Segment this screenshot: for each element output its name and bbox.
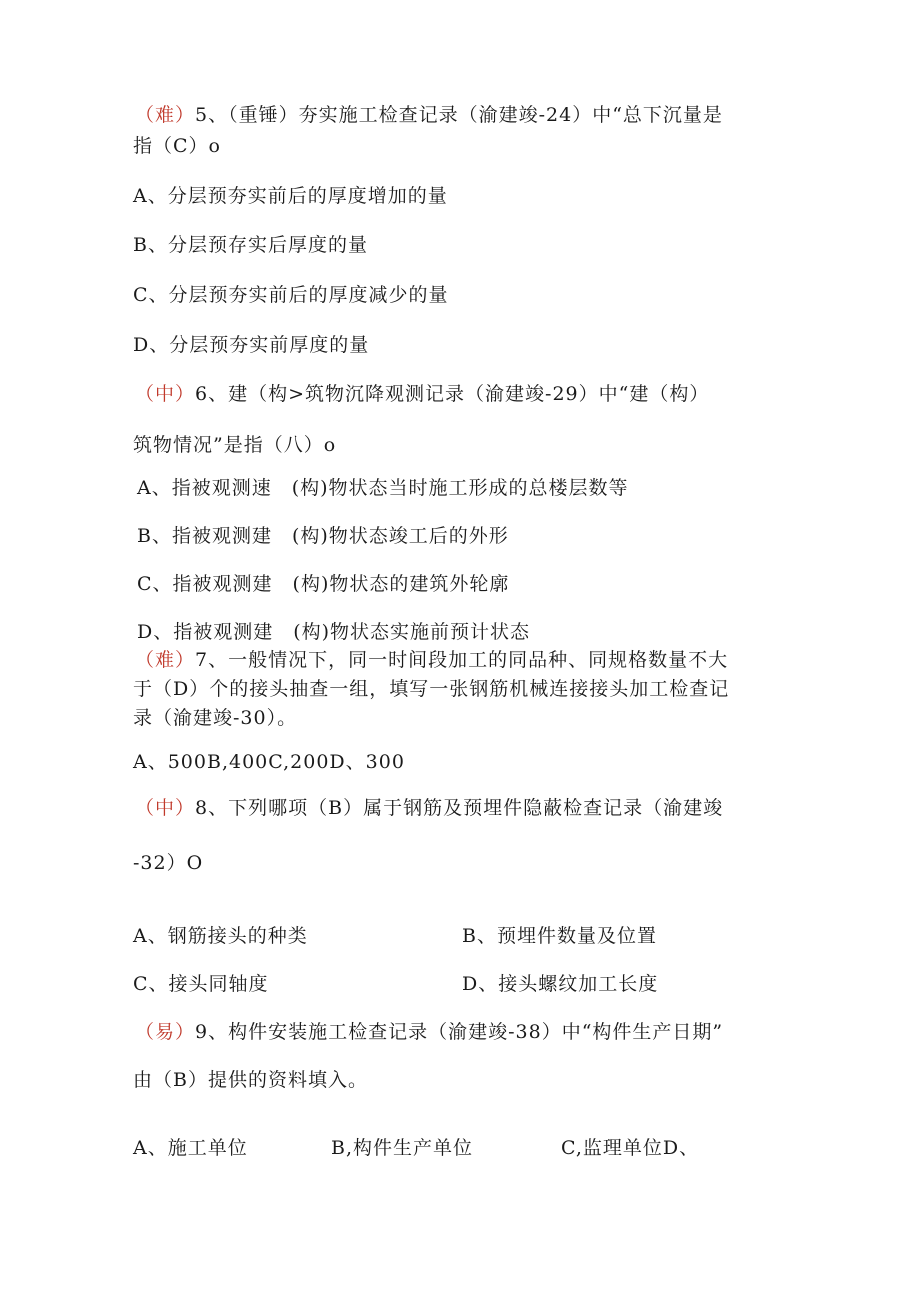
question-8-option-d: D、接头螺纹加工长度 [462,973,659,995]
question-9-option-b: B,构件生产单位 [331,1137,474,1159]
question-5-option-a: A、分层预夯实前后的厚度增加的量 [133,185,448,207]
difficulty-label: （中） [135,797,196,819]
difficulty-label: （易） [135,1021,196,1043]
question-6-stem-line-1: （中）6、建（构>筑物沉降观测记录（渝建竣-29）中“建（构） [135,383,710,405]
question-5-option-b: B、分层预存实后厚度的量 [133,234,368,256]
question-6-option-a: A、指被观测速 (构)物状态当时施工形成的总楼层数等 [137,477,629,499]
question-8-stem-line-2: -32）O [133,852,204,874]
question-7-stem-line-2: 于（D）个的接头抽查一组，填写一张钢筋机械连接接头加工检查记 [133,678,730,700]
question-9-option-a: A、施工单位 [133,1137,248,1159]
question-8-option-a: A、钢筋接头的种类 [133,925,308,947]
question-5-option-c: C、分层预夯实前后的厚度减少的量 [133,284,449,306]
difficulty-label: （中） [135,383,196,405]
question-9-stem-line-1: （易）9、构件安装施工检查记录（渝建竣-38）中“构件生产日期” [135,1021,724,1043]
question-6-option-c: C、指被观测建 (构)物状态的建筑外轮廓 [137,573,510,595]
difficulty-label: （难） [135,104,196,126]
question-6-option-d: D、指被观测建 (构)物状态实施前预计状态 [137,621,531,643]
question-5-option-d: D、分层预夯实前厚度的量 [133,334,370,356]
question-8-option-b: B、预埋件数量及位置 [462,925,657,947]
question-9-stem-line-2: 由（B）提供的资料填入。 [133,1069,368,1091]
question-8-option-c: C、接头同轴度 [133,973,269,995]
question-8-stem-line-1: （中）8、下列哪项（B）属于钢筋及预埋件隐蔽检查记录（渝建竣 [135,797,724,819]
question-9-option-c: C,监理单位D、 [561,1137,700,1159]
question-6-stem-line-2: 筑物情况”是指（八）o [133,434,337,456]
question-5-stem-line-1: （难）5、（重锤）夯实施工检查记录（渝建竣-24）中“总下沉量是 [135,104,723,126]
question-5-stem-line-2: 指（C）o [133,135,221,157]
question-7-stem-line-3: 录（渝建竣-30）。 [133,707,298,729]
question-7-options: A、500B,400C,200D、300 [133,751,405,773]
difficulty-label: （难） [135,649,196,671]
question-7-stem-line-1: （难）7、一般情况下，同一时间段加工的同品种、同规格数量不大 [135,649,729,671]
question-6-option-b: B、指被观测建 (构)物状态竣工后的外形 [137,525,509,547]
